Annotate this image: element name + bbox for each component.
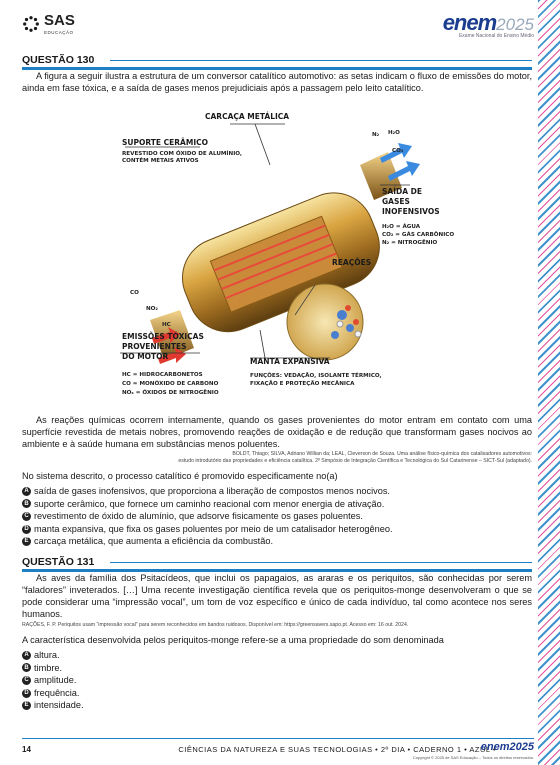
enem-logo xyxy=(443,10,534,39)
question-131-stem: A característica desenvolvida pelos periquitos-monge refere-se a uma propriedade do som denominada xyxy=(22,635,444,645)
gas-no2: NO₂ xyxy=(146,306,158,312)
enem-subtitle: Exame Nacional do Ensino Médio xyxy=(458,33,534,39)
question-130-title: QUESTÃO 130 xyxy=(22,54,532,70)
option-text: suporte cerâmico, que fornece um caminho reacional com menor energia de ativação. xyxy=(34,498,385,509)
page-number: 14 xyxy=(22,745,31,754)
question-131-title: QUESTÃO 131 xyxy=(22,556,532,572)
enem-word: enem xyxy=(442,10,497,35)
gas-hc: HC xyxy=(162,322,171,328)
option-text: altura. xyxy=(34,650,60,660)
footer-enem-logo: enem2025 xyxy=(480,741,534,753)
sas-brand: SAS xyxy=(44,12,75,29)
legend-hc: HC = HIDROCARBONETOS xyxy=(122,372,203,378)
label-suporte: SUPORTE CERÂMICO xyxy=(122,138,208,147)
page-footer xyxy=(22,738,534,760)
question-131-paragraph: As aves da família dos Psitacídeos, que inclui os papagaios, as araras e os periquitos, são conhecidas por serem “faladores” inveterados. […] Uma recente investigação científica revela que os periquitos-monge desenvolveram o que se pode considerar uma “impressão vocal”, um tom de voz específico e único de cada indivíduo, tal como acontece nos seres humanos. xyxy=(22,573,532,619)
label-saida-3: INOFENSIVOS xyxy=(382,207,440,216)
gas-co2: CO₂ xyxy=(392,148,404,154)
label-carcaca: CARCAÇA METÁLICA xyxy=(205,112,290,121)
label-suporte-desc-2: CONTÉM METAIS ATIVOS xyxy=(122,158,199,164)
option-letter: B xyxy=(22,499,31,508)
question-130-intro: A figura a seguir ilustra a estrutura de um conversor catalítico automotivo: as setas indicam o fluxo de emissões do motor, ainda em fase tóxica, e a saída de gases menos prejudiciais após a passagem pelo leito catalítico. xyxy=(22,71,532,93)
gas-h2o: H₂O xyxy=(388,130,400,136)
option-d[interactable] xyxy=(22,523,532,536)
option-text: frequência. xyxy=(34,687,80,698)
question-130-stem: No sistema descrito, o processo catalítico é promovido especificamente no(a) xyxy=(22,471,338,481)
enem-year: 2025 xyxy=(496,15,534,34)
legend-co: CO = MONÓXIDO DE CARBONO xyxy=(122,381,219,387)
reaction-zoom xyxy=(287,284,363,360)
option-e[interactable] xyxy=(22,535,532,548)
footer-section: CIÊNCIAS DA NATUREZA E SUAS TECNOLOGIAS • 2º DIA • CADERNO 1 • AZUL • xyxy=(178,745,496,754)
label-suporte-desc-1: REVESTIDO COM ÓXIDO DE ALUMÍNIO, xyxy=(122,151,243,157)
question-130-citation-2: estudo introdutório das propriedades e eficiência catalítica. 2º Simpósio de Integração Científica e Tecnológica do Sul Catarinense – SICT-Sul (adaptado). xyxy=(178,458,532,464)
legend-n2: N₂ = NITROGÊNIO xyxy=(382,240,438,246)
option-text: saída de gases inofensivos, que proporciona a liberação de compostos menos nocivos. xyxy=(34,486,390,496)
option-letter: D xyxy=(22,525,31,534)
label-reacoes: REAÇÕES xyxy=(332,258,372,267)
option-d[interactable] xyxy=(22,687,532,700)
label-manta: MANTA EXPANSIVA xyxy=(250,357,330,366)
legend-co2: CO₂ = GÁS CARBÔNICO xyxy=(382,232,455,238)
option-text: revestimento de óxido de alumínio, que adsorve fisicamente os gases poluentes. xyxy=(34,511,363,522)
sas-logo-icon xyxy=(22,15,40,33)
option-text: carcaça metálica, que aumenta a eficiência da combustão. xyxy=(34,536,274,547)
question-131-citation: RAÇÕES, F. P. Periquitos usam “impressão vocal” para serem reconhecidos em bandos ruidosos. Disponível em: https://greensavers.sapo.pt. Acesso em: 16 out. 2024. xyxy=(22,622,409,628)
page-header xyxy=(22,10,534,48)
label-saida-2: GASES xyxy=(382,197,410,206)
question-131-options xyxy=(22,649,532,712)
option-letter: A xyxy=(22,487,31,496)
legend-nox: NOₓ = ÓXIDOS DE NITROGÊNIO xyxy=(122,390,219,396)
option-text: intensidade. xyxy=(34,700,84,711)
option-e[interactable] xyxy=(22,699,532,712)
option-text: timbre. xyxy=(34,662,63,673)
option-text: amplitude. xyxy=(34,675,77,686)
option-text: manta expansiva, que fixa os gases poluentes por meio de um catalisador heterogêneo. xyxy=(34,523,393,534)
option-b[interactable] xyxy=(22,662,532,675)
question-130-options xyxy=(22,485,532,548)
copyright: Copyright © 2025 de SAS Educação – Todos os direitos reservados. xyxy=(412,755,534,760)
question-130-citation-1: BOLDT, Thiago; SILVA, Adriano Willian da; LEAL, Cleverson de Souza. Uma análise físico-química dos catalisadores automotivos: xyxy=(232,451,532,457)
label-emissoes-2: PROVENIENTES xyxy=(122,342,187,351)
sas-brand-sub: EDUCAÇÃO xyxy=(44,30,74,35)
label-saida-1: SAÍDA DE xyxy=(382,187,422,196)
catalytic-converter-figure xyxy=(110,110,455,410)
option-a[interactable] xyxy=(22,485,532,498)
question-130-paragraph: As reações químicas ocorrem internamente, quando os gases provenientes do motor entram em contato com uma superfície revestida de metais nobres, promovendo reações de oxidação e de redução que transformam gases nocivos ao ambiente e à saúde humana em substâncias menos poluentes. xyxy=(22,415,532,449)
option-b[interactable] xyxy=(22,498,532,511)
option-letter: E xyxy=(22,701,31,710)
label-emissoes-3: DO MOTOR xyxy=(122,352,169,361)
option-a[interactable] xyxy=(22,649,532,662)
gas-co: CO xyxy=(130,290,139,296)
label-emissoes-1: EMISSÕES TÓXICAS xyxy=(122,332,204,341)
gas-n2: N₂ xyxy=(372,132,380,138)
option-c[interactable] xyxy=(22,510,532,523)
label-manta-desc-2: FIXAÇÃO E PROTEÇÃO MECÂNICA xyxy=(250,381,355,387)
option-letter: A xyxy=(22,651,31,660)
sas-logo xyxy=(22,12,75,35)
option-letter: B xyxy=(22,663,31,672)
option-letter: E xyxy=(22,537,31,546)
option-c[interactable] xyxy=(22,674,532,687)
option-letter: C xyxy=(22,512,31,521)
option-letter: D xyxy=(22,689,31,698)
option-letter: C xyxy=(22,676,31,685)
label-manta-desc-1: FUNÇÕES: VEDAÇÃO, ISOLANTE TÉRMICO, xyxy=(250,373,382,379)
decorative-side-strip xyxy=(538,0,560,765)
legend-h2o: H₂O = ÁGUA xyxy=(382,224,421,230)
